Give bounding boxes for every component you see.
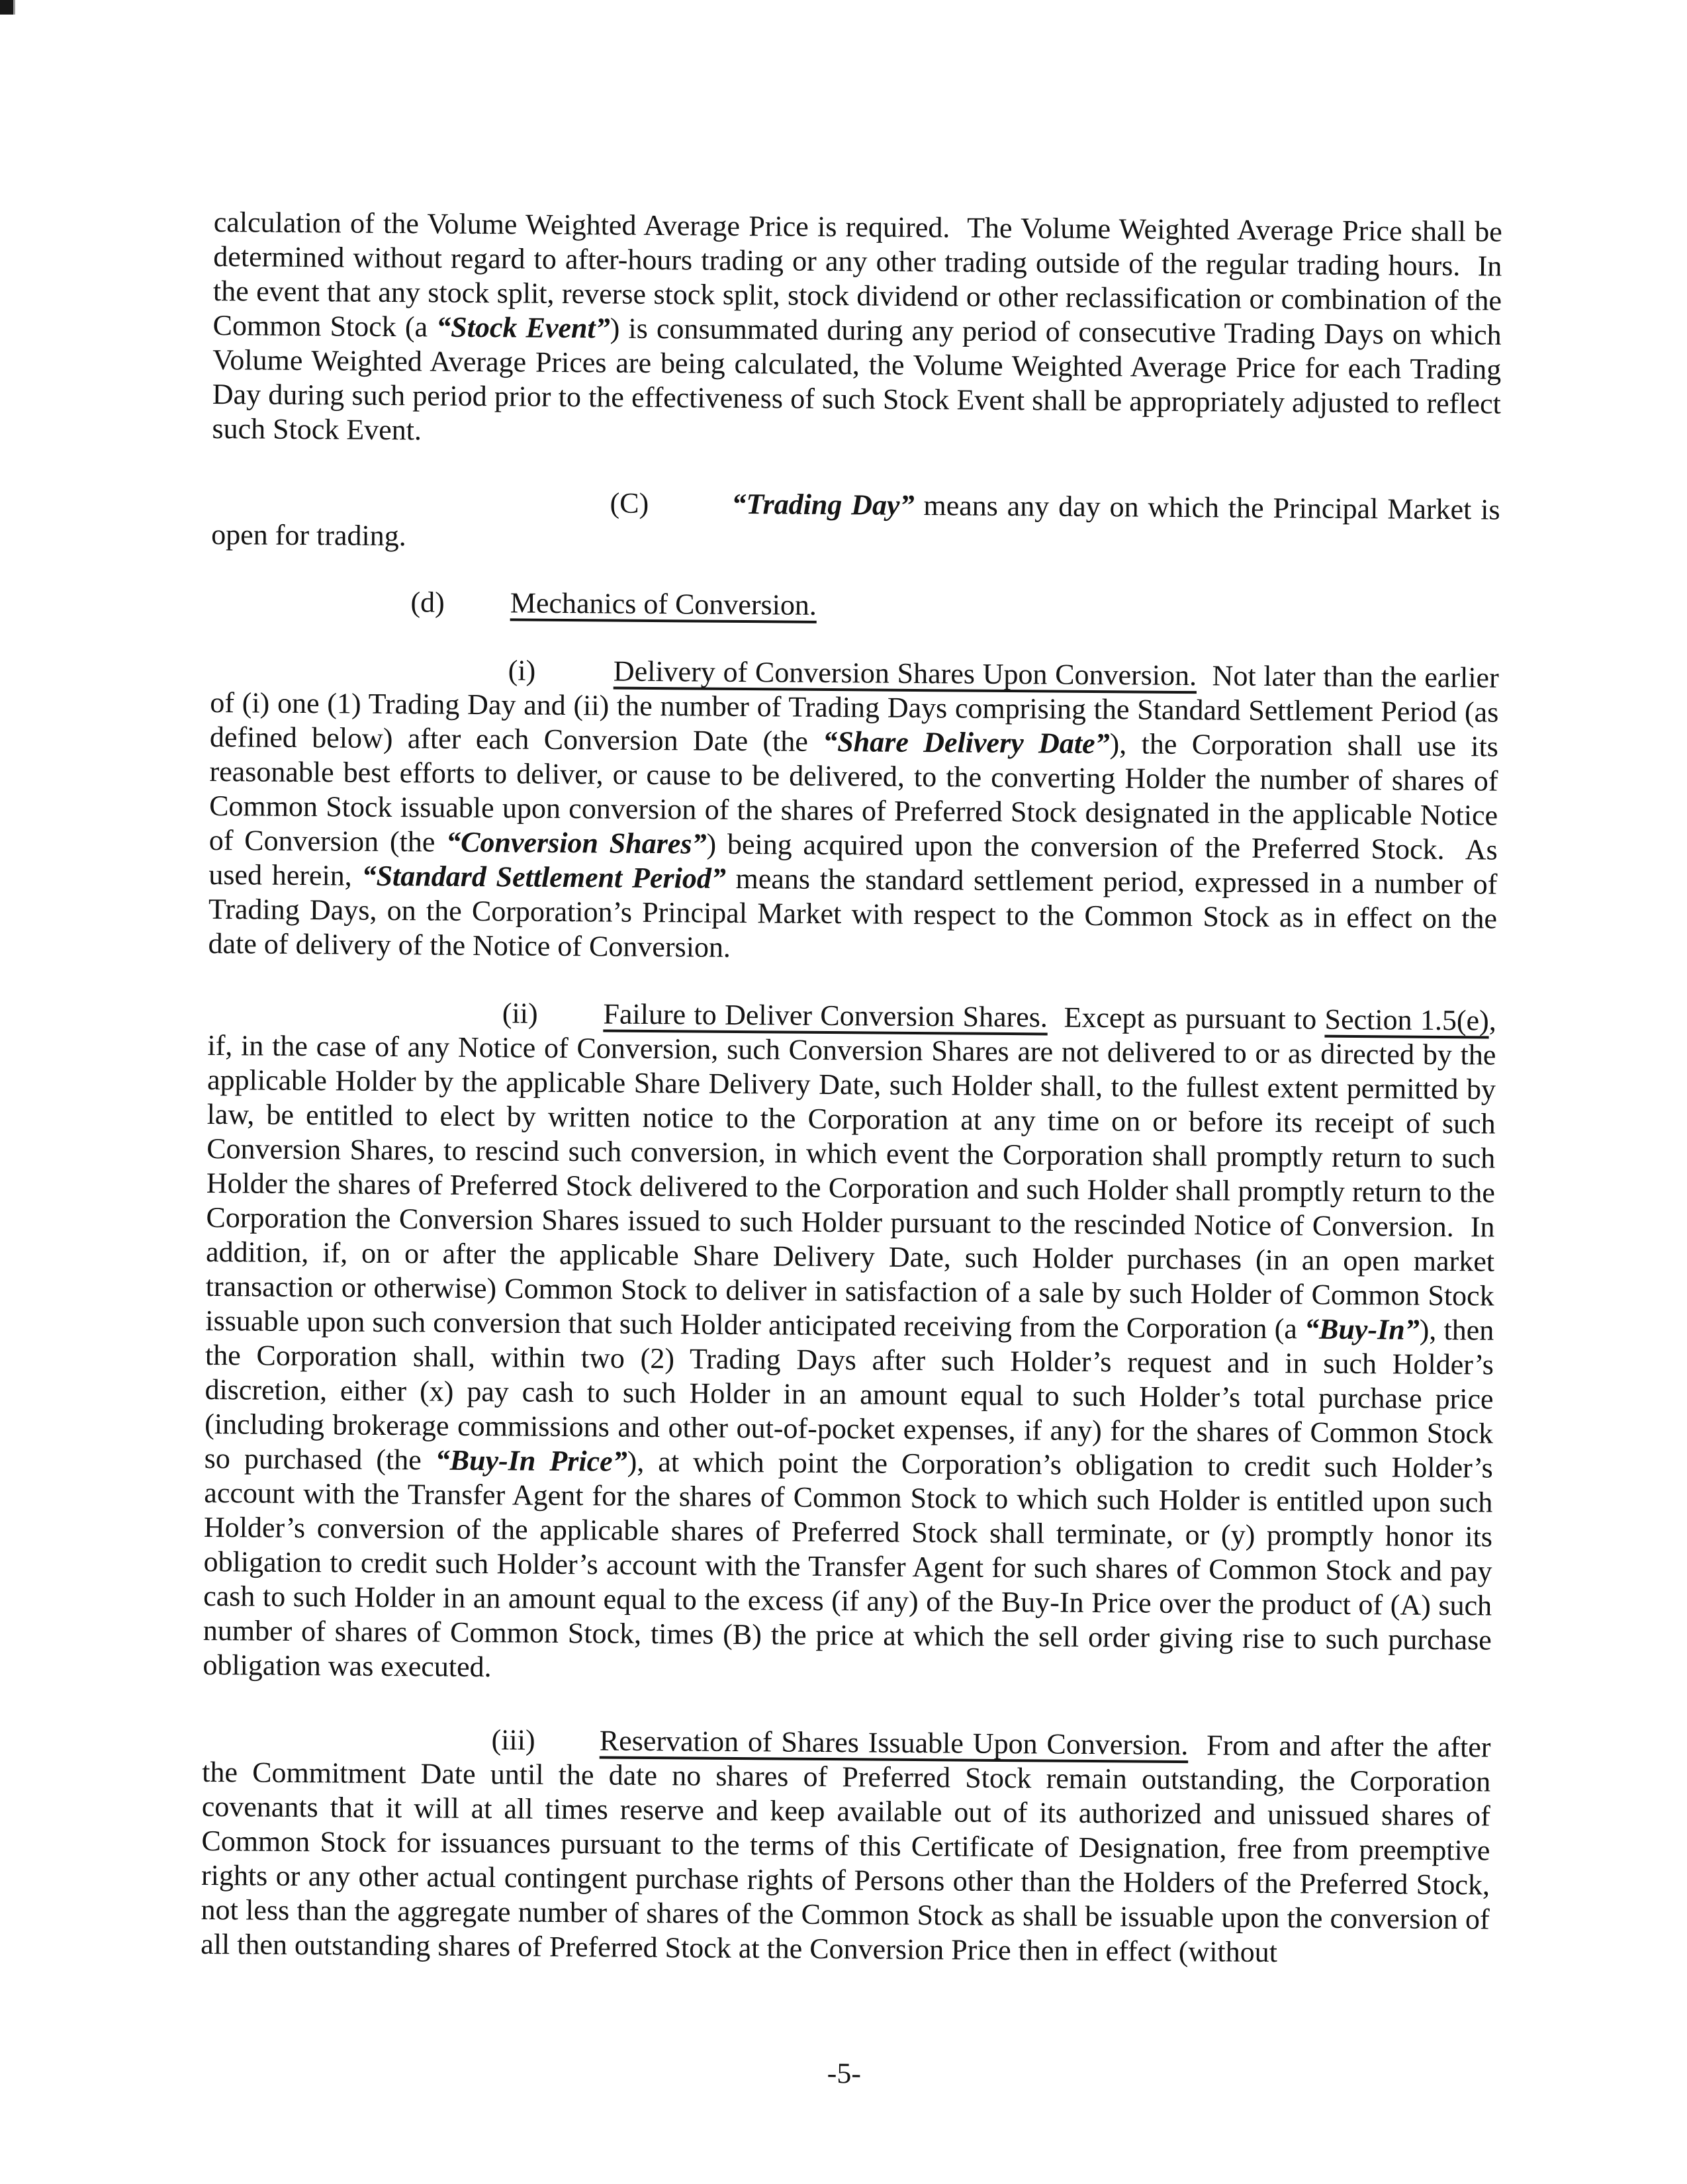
text-segment: “Trading Day” bbox=[731, 487, 915, 522]
clause-ii-failure-paragraph bbox=[203, 994, 1504, 1692]
text-segment: ) being acquired upon the conversion of the Preferred Stock. As used herein, bbox=[208, 827, 1505, 892]
text-segment: (d) bbox=[410, 586, 510, 619]
text-segment: (i) bbox=[508, 654, 614, 688]
text-segment: “Conversion Shares” bbox=[445, 825, 707, 860]
text-segment: “Standard Settlement Period” bbox=[361, 859, 726, 895]
text-segment: (C) bbox=[610, 486, 732, 520]
scan-artifact-edge bbox=[13, 0, 15, 15]
text-segment: Section 1.5(e) bbox=[1324, 1003, 1489, 1037]
clause-i-delivery-paragraph bbox=[208, 651, 1506, 971]
text-segment: “Stock Event” bbox=[436, 310, 610, 345]
text-segment: (ii) bbox=[502, 997, 604, 1030]
text-segment: Failure to Deliver Conversion Shares. bbox=[603, 997, 1048, 1034]
text-segment: ), then the Corporation shall, within two (2) Trading Days after such Holder’s request and in such Holder’s discretion, either (x) pay cash to such Holder in an amount equal to such Holder’s total purchase price (including brokerage commissions and other out-of-pocket expenses, if any) for the shares of Common Stock so purchased (the bbox=[204, 1313, 1502, 1477]
text-segment: (iii) bbox=[491, 1723, 600, 1757]
clause-c-trading-day-paragraph bbox=[211, 483, 1508, 562]
text-segment: Except as pursuant to bbox=[1047, 1001, 1325, 1036]
text-segment: ), at which point the Corporation’s obligation to credit such Holder’s account with the Transfer Agent for the shares of Common Stock to which such Holder is entitled upon such Holder’s conversion of the applicable shares of Preferred Stock shall terminate, or (y) promptly honor its obligation to credit such Holder’s account with the Transfer Agent for such shares of Common Stock and pay cash to such Holder in an amount equal to the excess (if any) of the Buy-In Price over the product of (A) such number of shares of Common Stock, times (B) the price at which the sell order giving rise to such purchase obligation was executed. bbox=[203, 1445, 1500, 1684]
scan-artifact bbox=[0, 0, 13, 15]
document-body bbox=[201, 205, 1510, 2090]
page-number: -5- bbox=[827, 2057, 862, 2090]
clause-iii-reservation-paragraph bbox=[201, 1721, 1498, 1972]
text-segment: means any day on which the Principal Market is open for trading. bbox=[211, 488, 1508, 553]
text-segment: calculation of the Volume Weighted Average Price is required. The Volume Weighted Average Price shall be determined without regard to after-hours trading or any other trading outside of the regular trading hours. In the event that any stock split, reverse stock split, stock dividend or other reclassification or combination of the Common Stock (a bbox=[212, 205, 1510, 343]
text-segment: “Share Delivery Date” bbox=[823, 725, 1110, 760]
text-segment: ), the Corporation shall use its reasonable best efforts to deliver, or cause to be delivered, to the converting Holder the number of shares of Common Stock issuable upon conversion of the shares of Preferred Stock designated in the applicable Notice of Conversion (the bbox=[208, 727, 1506, 858]
text-segment: “Buy-In” bbox=[1304, 1312, 1420, 1346]
text-segment: Delivery of Conversion Shares Upon Conversion. bbox=[613, 655, 1197, 692]
text-segment: means the standard settlement period, expressed in a number of Trading Days, on the Corporation’s Principal Market with respect to the Common Stock as in effect on the date of delivery of the Notice of Conversion. bbox=[208, 862, 1505, 964]
text-segment: Mechanics of Conversion. bbox=[510, 586, 817, 621]
text-segment: Not later than the earlier of (i) one (1) Trading Day and (ii) the number of Trading Days comprising the Standard Settlement Period (as defined below) after each Conversion Date (the bbox=[209, 659, 1506, 758]
text-segment: Reservation of Shares Issuable Upon Conversion. bbox=[599, 1724, 1189, 1762]
text-segment: ) is consummated during any period of consecutive Trading Days on which Volume Weighted Average Prices are being calculated, the Volume Weighted Average Price for each Trading Day during such period prior to the effectiveness of such Stock Event shall be appropriately adjusted to reflect such Stock Event. bbox=[212, 312, 1509, 447]
continuation-paragraph bbox=[212, 205, 1510, 456]
text-segment: From and after the after the Commitment Date until the date no shares of Preferred Stock remain outstanding, the Corporation covenants that it will at all times reserve and keep available out of its authorized and unissued shares of Common Stock for issuances pursuant to the terms of this Certificate of Designation, free from preemptive rights or any other actual contingent purchase rights of Persons other than the Holders of the Preferred Stock, not less than the aggregate number of shares of the Common Stock as shall be issuable upon the conversion of all then outstanding shares of Preferred Stock at the Conversion Price then in effect (without bbox=[201, 1729, 1498, 1969]
text-segment: , if, in the case of any Notice of Conversion, such Conversion Shares are not delivered to or as directed by the applicable Holder by the applicable Share Delivery Date, such Holder shall, to the fullest extent permitted by law, be entitled to elect by written notice to the Corporation at any time on or before its receipt of such Conversion Shares, to rescind such conversion, in which event the Corporation shall promptly return to such Holder the shares of Preferred Stock delivered to the Corporation and such Holder shall promptly return to the Corporation the Conversion Shares issued to such Holder pursuant to the rescinded Notice of Conversion. In addition, if, on or after the applicable Share Delivery Date, such Holder purchases (in an open market transaction or otherwise) Common Stock to deliver in satisfaction of a sale by such Holder of Common Stock issuable upon such conversion that such Holder anticipated receiving from the Corporation (a bbox=[205, 1004, 1504, 1345]
heading-d-mechanics-of-conversion bbox=[210, 584, 1499, 628]
text-segment: “Buy-In Price” bbox=[435, 1443, 627, 1478]
